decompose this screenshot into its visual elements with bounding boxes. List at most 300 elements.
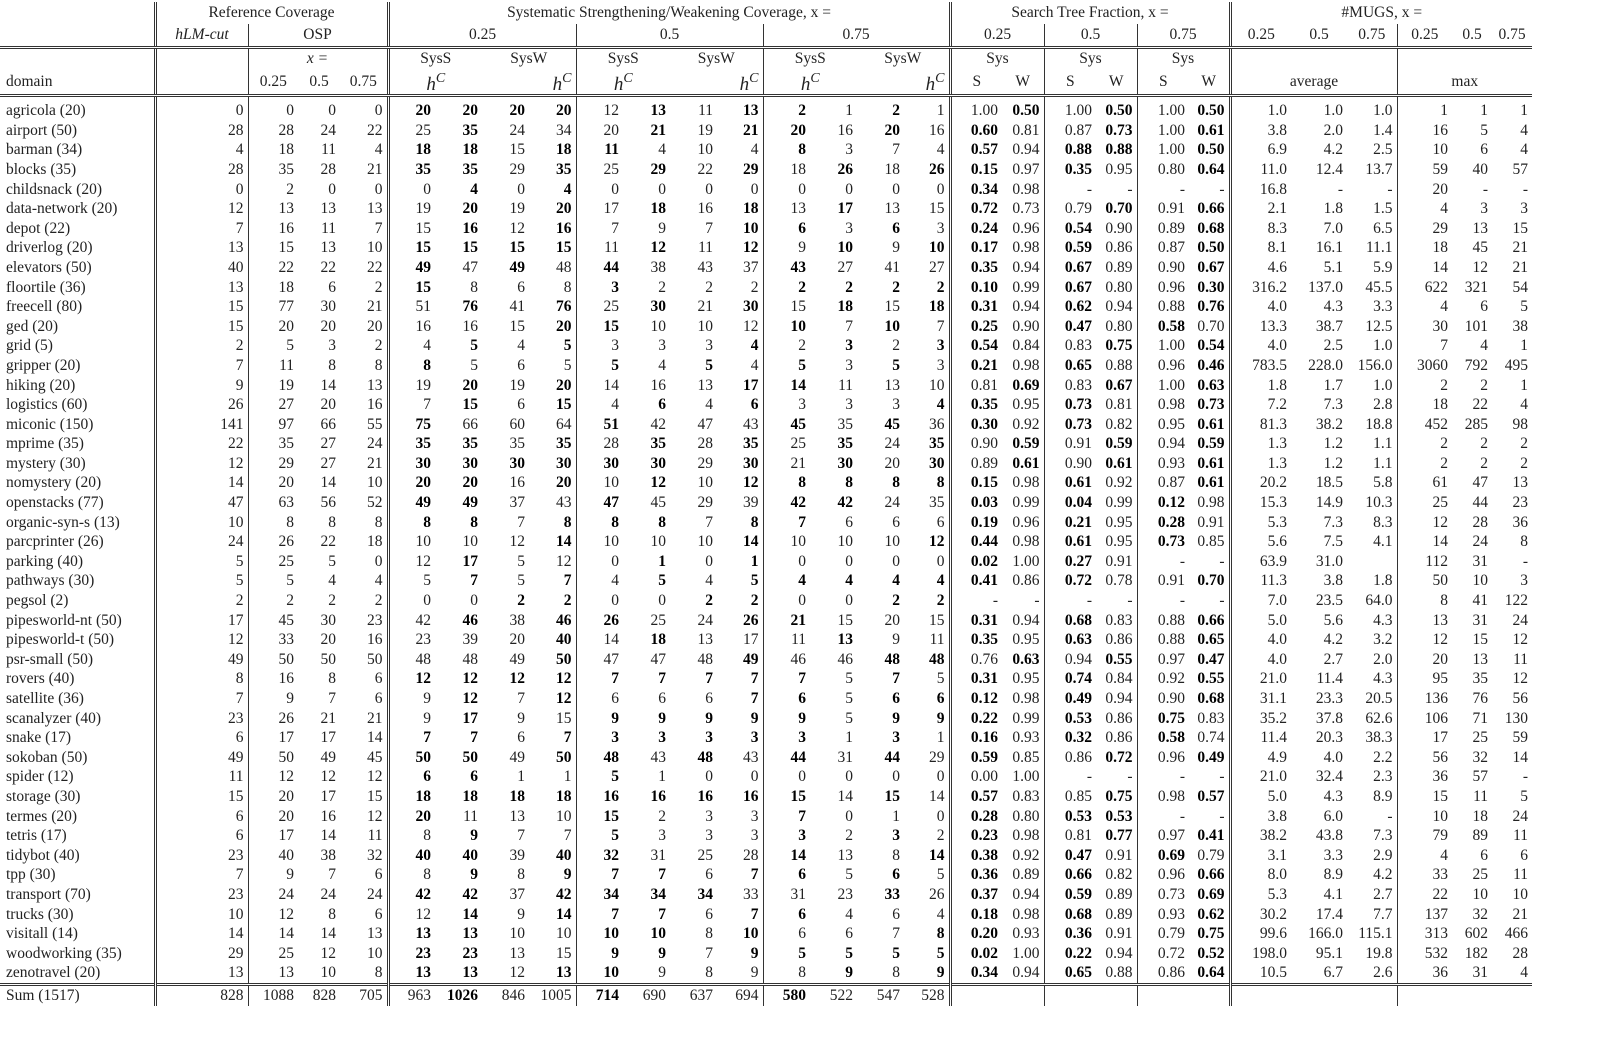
header-s-075: S xyxy=(1137,69,1189,96)
sys-coverage-cell: 43 xyxy=(743,748,759,766)
search-tree-fraction-cell: 0.93 xyxy=(1137,454,1189,474)
search-tree-fraction-cell: 0.70 xyxy=(1105,200,1133,218)
mugs-max-cell: 602 xyxy=(1464,925,1488,943)
osp-cell: 26 xyxy=(248,532,298,552)
sys-coverage-cell: 5 xyxy=(936,944,945,962)
mugs-average-cell: 11.4 xyxy=(1230,728,1291,748)
sys-coverage-cell: 3 xyxy=(845,219,853,237)
sys-coverage-cell: 6 xyxy=(763,219,810,239)
mugs-max-cell: 1 xyxy=(1520,376,1528,394)
search-tree-fraction-cell: 0.55 xyxy=(1105,650,1133,668)
sys-coverage-cell: 5 xyxy=(576,767,623,787)
search-tree-fraction-cell: 0.69 xyxy=(1197,885,1225,903)
hlmcut-cell: 141 xyxy=(155,415,248,435)
sys-coverage-cell: 21 xyxy=(763,454,810,474)
table-row xyxy=(0,278,1532,298)
search-tree-fraction-cell: 0.31 xyxy=(950,297,1002,317)
sys-coverage-cell: 5 xyxy=(845,709,853,727)
sys-coverage-cell: 3 xyxy=(845,337,853,355)
search-tree-fraction-cell: 0.47 xyxy=(1044,317,1096,337)
sum-osp: 1088 xyxy=(248,984,298,1005)
sys-coverage-cell: 30 xyxy=(556,454,572,472)
mugs-max-cell: 20 xyxy=(1397,180,1452,200)
mugs-average-cell: 5.0 xyxy=(1230,787,1291,807)
sys-coverage-cell: 7 xyxy=(517,827,525,845)
osp-cell: 24 xyxy=(367,435,383,453)
osp-cell: 6 xyxy=(374,866,383,884)
sys-coverage-cell: 3 xyxy=(763,395,810,415)
osp-cell: 22 xyxy=(248,258,298,278)
search-tree-fraction-cell: 0.92 xyxy=(1012,846,1040,864)
mugs-average-cell: 228.0 xyxy=(1308,356,1343,374)
domain-cell: zenotravel (20) xyxy=(6,964,101,982)
sys-coverage-cell: 3 xyxy=(845,396,853,414)
sys-coverage-cell: 2 xyxy=(892,592,900,610)
mugs-max-cell: 1 xyxy=(1480,102,1488,120)
header-sys-x-05: 0.5 xyxy=(576,24,763,48)
mugs-max-cell: 17 xyxy=(1397,728,1452,748)
mugs-max-cell: 112 xyxy=(1397,552,1452,572)
search-tree-fraction-cell: 0.94 xyxy=(1012,258,1040,276)
mugs-max-cell: 5 xyxy=(1520,787,1528,805)
search-tree-fraction-cell: 0.54 xyxy=(950,336,1002,356)
sys-coverage-cell: 20 xyxy=(388,473,435,493)
mugs-average-cell: 38.7 xyxy=(1315,317,1343,335)
osp-cell: 16 xyxy=(367,631,383,649)
sys-coverage-cell: 5 xyxy=(576,826,623,846)
search-tree-fraction-cell: 0.90 xyxy=(950,434,1002,454)
domain-cell: driverlog (20) xyxy=(6,239,93,257)
osp-cell: 14 xyxy=(320,925,336,943)
sys-coverage-cell: 0 xyxy=(763,180,810,200)
hlmcut-cell: 28 xyxy=(155,121,248,141)
sys-coverage-cell: 32 xyxy=(576,846,623,866)
hlmcut-cell: 23 xyxy=(155,846,248,866)
mugs-average-cell: 5.6 xyxy=(1323,611,1343,629)
header-syss-025: SysS xyxy=(388,48,482,69)
sys-coverage-cell: 14 xyxy=(763,376,810,396)
sys-coverage-cell: 20 xyxy=(556,200,572,218)
search-tree-fraction-cell: 0.24 xyxy=(950,219,1002,239)
mugs-max-cell: 2 xyxy=(1397,434,1452,454)
sys-coverage-cell: 18 xyxy=(650,631,666,649)
mugs-max-cell: 79 xyxy=(1397,826,1452,846)
osp-cell: 20 xyxy=(248,473,298,493)
sys-coverage-cell: 4 xyxy=(576,571,623,591)
search-tree-fraction-cell: 0.89 xyxy=(1105,885,1133,903)
search-tree-fraction-cell: 0.75 xyxy=(1137,709,1189,729)
sys-coverage-cell: 3 xyxy=(936,337,945,355)
table-row xyxy=(0,885,1532,905)
search-tree-fraction-cell: 0.31 xyxy=(950,611,1002,631)
sys-coverage-cell: 20 xyxy=(462,376,478,394)
sys-coverage-cell: 0 xyxy=(705,180,713,198)
search-tree-fraction-cell: 0.76 xyxy=(1197,298,1225,316)
sys-coverage-cell: 5 xyxy=(517,572,525,590)
sys-coverage-cell: 5 xyxy=(563,337,572,355)
sys-coverage-cell: 8 xyxy=(576,513,623,533)
search-tree-fraction-cell: 0.98 xyxy=(1137,395,1189,415)
sys-coverage-cell: 12 xyxy=(462,670,478,688)
sys-coverage-cell: 42 xyxy=(763,493,810,513)
mugs-average-cell: 5.8 xyxy=(1373,474,1393,492)
sys-coverage-cell: 8 xyxy=(563,278,572,296)
sys-coverage-cell: 10 xyxy=(697,141,713,159)
search-tree-fraction-cell: 0.21 xyxy=(1044,513,1096,533)
sys-coverage-cell: 24 xyxy=(697,611,713,629)
hlmcut-cell: 28 xyxy=(155,160,248,180)
sys-coverage-cell: 5 xyxy=(845,866,853,884)
mugs-max-cell: 4 xyxy=(1520,121,1528,139)
sys-coverage-cell: 24 xyxy=(884,494,900,512)
sys-coverage-cell: 3 xyxy=(705,729,713,747)
sys-coverage-cell: 7 xyxy=(576,865,623,885)
mugs-max-cell: 5 xyxy=(1520,298,1528,316)
search-tree-fraction-cell: 0.41 xyxy=(1197,827,1225,845)
osp-cell: 7 xyxy=(328,866,336,884)
mugs-average-cell: 16.8 xyxy=(1230,180,1291,200)
sys-coverage-cell: 41 xyxy=(509,298,525,316)
sys-coverage-cell: 12 xyxy=(743,474,759,492)
search-tree-fraction-cell: 0.86 xyxy=(1105,709,1133,727)
sys-coverage-cell: 10 xyxy=(650,533,666,551)
sys-coverage-cell: 7 xyxy=(750,670,759,688)
search-tree-fraction-cell: - xyxy=(1127,768,1133,786)
sys-coverage-cell: 39 xyxy=(743,494,759,512)
sys-coverage-cell: 10 xyxy=(462,533,478,551)
sys-coverage-cell: 13 xyxy=(462,925,478,943)
osp-cell: 77 xyxy=(248,297,298,317)
search-tree-fraction-cell: 0.95 xyxy=(1012,670,1040,688)
sys-coverage-cell: 7 xyxy=(576,905,623,925)
sys-coverage-cell: 13 xyxy=(837,631,853,649)
sys-coverage-cell: 19 xyxy=(388,376,435,396)
sys-coverage-cell: 16 xyxy=(697,200,713,218)
hlmcut-cell: 5 xyxy=(155,571,248,591)
sys-coverage-cell: 3 xyxy=(936,219,945,237)
table-row xyxy=(0,924,1532,944)
header-sys-stf-05: Sys xyxy=(1044,48,1137,69)
osp-cell: 8 xyxy=(328,356,336,374)
header-mugs-avg-075: 0.75 xyxy=(1347,24,1397,48)
table-header xyxy=(0,2,1532,96)
table-row xyxy=(0,219,1532,239)
sys-coverage-cell: 25 xyxy=(697,846,713,864)
sum-empty xyxy=(1397,984,1452,1005)
sys-coverage-cell: 31 xyxy=(650,846,666,864)
sys-coverage-cell: 14 xyxy=(929,846,945,864)
domain-cell: freecell (80) xyxy=(6,298,83,316)
search-tree-fraction-cell: 0.61 xyxy=(1044,473,1096,493)
sys-coverage-cell: 9 xyxy=(845,964,853,982)
mugs-max-cell: 54 xyxy=(1512,278,1528,296)
table-row xyxy=(0,101,1532,121)
sys-coverage-cell: 19 xyxy=(697,121,713,139)
sys-coverage-cell: 9 xyxy=(750,944,759,962)
mugs-max-cell: 1 xyxy=(1520,102,1528,120)
hlmcut-cell: 14 xyxy=(155,924,248,944)
search-tree-fraction-cell: 0.95 xyxy=(1137,415,1189,435)
mugs-average-cell: 2.6 xyxy=(1373,964,1393,982)
table-row xyxy=(0,865,1532,885)
mugs-max-cell: 4 xyxy=(1397,199,1452,219)
sys-coverage-cell: 6 xyxy=(517,729,525,747)
sys-coverage-cell: 15 xyxy=(462,396,478,414)
mugs-average-cell: 18.8 xyxy=(1365,415,1393,433)
search-tree-fraction-cell: 0.73 xyxy=(1105,121,1133,139)
search-tree-fraction-cell: 0.90 xyxy=(1105,219,1133,237)
sys-coverage-cell: 9 xyxy=(576,709,623,729)
sys-coverage-cell: 10 xyxy=(697,474,713,492)
sys-coverage-cell: 47 xyxy=(697,415,713,433)
osp-cell: 2 xyxy=(248,180,298,200)
mugs-average-cell: 23.5 xyxy=(1315,592,1343,610)
sys-coverage-cell: 30 xyxy=(462,454,478,472)
mugs-average-cell: 10.5 xyxy=(1230,963,1291,984)
search-tree-fraction-cell: 0.28 xyxy=(1137,513,1189,533)
domain-cell: nomystery (20) xyxy=(6,474,102,492)
sys-coverage-cell: 5 xyxy=(658,572,666,590)
mugs-average-cell: 45.5 xyxy=(1365,278,1393,296)
search-tree-fraction-cell: 0.02 xyxy=(950,552,1002,572)
sys-coverage-cell: 40 xyxy=(462,846,478,864)
sys-coverage-cell: 5 xyxy=(576,356,623,376)
sys-coverage-cell: 6 xyxy=(658,690,666,707)
osp-cell: 30 xyxy=(320,298,336,316)
sys-coverage-cell: 14 xyxy=(576,376,623,396)
sys-coverage-cell: 2 xyxy=(892,278,900,296)
sys-coverage-cell: 9 xyxy=(892,239,900,257)
search-tree-fraction-cell: 0.91 xyxy=(1105,846,1133,864)
sys-coverage-cell: 29 xyxy=(697,494,713,512)
mugs-average-cell: 1.1 xyxy=(1373,435,1393,453)
osp-cell: 29 xyxy=(248,454,298,474)
search-tree-fraction-cell: 0.59 xyxy=(1044,885,1096,905)
sys-coverage-cell: 35 xyxy=(837,415,853,433)
mugs-max-cell: 15 xyxy=(1472,631,1488,649)
search-tree-fraction-cell: 0.72 xyxy=(1044,571,1096,591)
domain-cell: tidybot (40) xyxy=(6,846,80,864)
mugs-average-cell: 8.9 xyxy=(1323,866,1343,884)
header-hc-syss-075: $h^C$ xyxy=(763,69,857,96)
mugs-max-cell: 13 xyxy=(1472,650,1488,668)
search-tree-fraction-cell: 0.73 xyxy=(1012,200,1040,218)
sys-coverage-cell: 40 xyxy=(388,846,435,866)
sys-coverage-cell: 7 xyxy=(576,219,623,239)
mugs-average-cell: 7.3 xyxy=(1323,396,1343,414)
sys-coverage-cell: 28 xyxy=(743,846,759,864)
search-tree-fraction-cell: - xyxy=(1137,591,1189,611)
mugs-average-cell: 7.0 xyxy=(1323,219,1343,237)
search-tree-fraction-cell: 1.00 xyxy=(1137,140,1189,160)
search-tree-fraction-cell: 0.96 xyxy=(1012,513,1040,531)
osp-cell: 24 xyxy=(248,885,298,905)
search-tree-fraction-cell: 0.50 xyxy=(1105,102,1133,120)
mugs-average-cell: 95.1 xyxy=(1315,944,1343,962)
sys-coverage-cell: 29 xyxy=(929,748,945,766)
sys-coverage-cell: 12 xyxy=(388,552,435,572)
sys-coverage-cell: 29 xyxy=(743,160,759,178)
sys-coverage-cell: 28 xyxy=(697,435,713,453)
sys-coverage-cell: 44 xyxy=(884,748,900,766)
sys-coverage-cell: 25 xyxy=(576,297,623,317)
search-tree-fraction-cell: 0.54 xyxy=(1197,337,1225,355)
mugs-average-cell: 1.3 xyxy=(1230,454,1291,474)
hlmcut-cell: 15 xyxy=(155,297,248,317)
search-tree-fraction-cell: 0.85 xyxy=(1044,787,1096,807)
sys-coverage-cell: 8 xyxy=(750,513,759,531)
sys-coverage-cell: 9 xyxy=(892,631,900,649)
sys-coverage-cell: 35 xyxy=(837,435,853,453)
table-row xyxy=(0,140,1532,160)
mugs-max-cell: 18 xyxy=(1472,807,1488,825)
search-tree-fraction-cell: 0.12 xyxy=(950,689,1002,709)
header-s-025: S xyxy=(950,69,1002,96)
header-hc-sysw-05: $h^C$ xyxy=(670,69,763,96)
table-row xyxy=(0,709,1532,729)
mugs-max-cell: 10 xyxy=(1397,807,1452,827)
sys-coverage-cell: 4 xyxy=(892,572,900,590)
hlmcut-cell: 7 xyxy=(155,689,248,709)
mugs-max-cell: 20 xyxy=(1397,650,1452,670)
domain-cell: mystery (30) xyxy=(6,454,86,472)
mugs-average-cell: 19.8 xyxy=(1365,944,1393,962)
sys-coverage-cell: 5 xyxy=(388,571,435,591)
search-tree-fraction-cell: 0.86 xyxy=(1105,729,1133,747)
sys-coverage-cell: 0 xyxy=(576,180,623,200)
sys-coverage-cell: 3 xyxy=(750,827,759,845)
sys-coverage-cell: 20 xyxy=(509,102,525,120)
sys-coverage-cell: 10 xyxy=(650,317,666,335)
search-tree-fraction-cell: 0.94 xyxy=(1012,141,1040,159)
sys-coverage-cell: 15 xyxy=(509,141,525,159)
sys-coverage-cell: 2 xyxy=(705,278,713,296)
table-row xyxy=(0,611,1532,631)
sys-coverage-cell: 35 xyxy=(462,435,478,453)
osp-cell: 13 xyxy=(367,376,383,394)
mugs-average-cell: 4.0 xyxy=(1323,748,1343,766)
sum-empty xyxy=(1347,984,1397,1005)
search-tree-fraction-cell: 0.83 xyxy=(1044,336,1096,356)
mugs-average-cell: 31.0 xyxy=(1315,552,1343,570)
sys-coverage-cell: 17 xyxy=(837,200,853,218)
mugs-max-cell: 11 xyxy=(1513,827,1528,845)
osp-cell: 10 xyxy=(367,239,383,257)
mugs-max-cell: 71 xyxy=(1472,709,1488,727)
mugs-max-cell: 50 xyxy=(1397,571,1452,591)
osp-cell: 9 xyxy=(248,865,298,885)
search-tree-fraction-cell: - xyxy=(1044,591,1096,611)
mugs-max-cell: 21 xyxy=(1512,239,1528,257)
sys-coverage-cell: 2 xyxy=(845,278,853,296)
header-sysw-025: SysW xyxy=(510,50,548,67)
sys-coverage-cell: 5 xyxy=(750,572,759,590)
osp-cell: 9 xyxy=(248,689,298,709)
sys-coverage-cell: 49 xyxy=(388,258,435,278)
table-row xyxy=(0,258,1532,278)
sys-coverage-cell: 9 xyxy=(936,709,945,727)
search-tree-fraction-cell: 0.91 xyxy=(1197,513,1225,531)
sys-coverage-cell: 2 xyxy=(763,336,810,356)
sys-coverage-cell: 16 xyxy=(462,219,478,237)
sys-coverage-cell: 16 xyxy=(837,121,853,139)
mugs-max-cell: 2 xyxy=(1480,376,1488,394)
osp-cell: 35 xyxy=(248,160,298,180)
sys-coverage-cell: 4 xyxy=(705,572,713,590)
sys-coverage-cell: 47 xyxy=(462,258,478,276)
sys-coverage-cell: 38 xyxy=(509,611,525,629)
sys-coverage-cell: 9 xyxy=(658,944,666,962)
mugs-average-cell: 1.8 xyxy=(1323,200,1343,218)
search-tree-fraction-cell: 0.96 xyxy=(1012,219,1040,237)
osp-cell: 11 xyxy=(321,141,336,159)
sys-coverage-cell: 42 xyxy=(388,611,435,631)
sys-coverage-cell: 1 xyxy=(750,552,759,570)
mugs-average-cell: 7.0 xyxy=(1230,591,1291,611)
mugs-max-cell: 10 xyxy=(1472,572,1488,590)
table-row xyxy=(0,552,1532,572)
sys-coverage-cell: 23 xyxy=(462,944,478,962)
mugs-max-cell: 21 xyxy=(1512,258,1528,276)
sys-coverage-cell: 6 xyxy=(763,924,810,944)
sys-coverage-cell: 5 xyxy=(763,944,810,964)
mugs-max-cell: 29 xyxy=(1397,219,1452,239)
search-tree-fraction-cell: 0.68 xyxy=(1197,219,1225,237)
sys-coverage-cell: 0 xyxy=(936,552,945,570)
search-tree-fraction-cell: 0.73 xyxy=(1137,532,1189,552)
sys-coverage-cell: 15 xyxy=(763,787,810,807)
mugs-average-cell: 23.3 xyxy=(1315,690,1343,707)
search-tree-fraction-cell: 0.91 xyxy=(1105,925,1133,943)
sys-coverage-cell: 33 xyxy=(743,885,759,903)
sys-coverage-cell: 40 xyxy=(556,631,572,649)
sys-coverage-cell: 25 xyxy=(650,611,666,629)
search-tree-fraction-cell: 0.78 xyxy=(1105,572,1133,590)
mugs-max-cell: 31 xyxy=(1472,964,1488,982)
osp-cell: 15 xyxy=(248,238,298,258)
sys-coverage-cell: 13 xyxy=(884,376,900,394)
search-tree-fraction-cell: 0.83 xyxy=(1197,709,1225,727)
osp-cell: 20 xyxy=(320,396,336,414)
search-tree-fraction-cell: 0.61 xyxy=(1197,454,1225,472)
domain-cell: floortile (36) xyxy=(6,278,86,296)
osp-cell: 21 xyxy=(367,298,383,316)
mugs-max-cell: 25 xyxy=(1472,729,1488,747)
hlmcut-cell: 0 xyxy=(155,180,248,200)
search-tree-fraction-cell: 0.88 xyxy=(1044,140,1096,160)
domain-cell: mprime (35) xyxy=(6,435,84,453)
sys-coverage-cell: 1 xyxy=(892,807,900,825)
sys-coverage-cell: 43 xyxy=(697,258,713,276)
header-mugs-avg-025: 0.25 xyxy=(1230,24,1291,48)
sys-coverage-cell: 3 xyxy=(576,278,623,298)
sys-coverage-cell: 12 xyxy=(556,552,572,570)
mugs-average-cell: 62.6 xyxy=(1365,709,1393,727)
sys-coverage-cell: 18 xyxy=(884,160,900,178)
sys-coverage-cell: 9 xyxy=(750,709,759,727)
search-tree-fraction-cell: 0.86 xyxy=(1012,572,1040,590)
osp-cell: 18 xyxy=(248,278,298,298)
sys-coverage-cell: 4 xyxy=(936,141,945,159)
search-tree-fraction-cell: 0.66 xyxy=(1197,611,1225,629)
sys-coverage-cell: 18 xyxy=(929,298,945,316)
mugs-max-cell: 36 xyxy=(1397,963,1452,984)
sys-coverage-cell: 26 xyxy=(929,160,945,178)
sys-coverage-cell: 18 xyxy=(388,787,435,807)
hlmcut-cell: 24 xyxy=(155,532,248,552)
sys-coverage-cell: 21 xyxy=(743,121,759,139)
table-row xyxy=(0,454,1532,474)
